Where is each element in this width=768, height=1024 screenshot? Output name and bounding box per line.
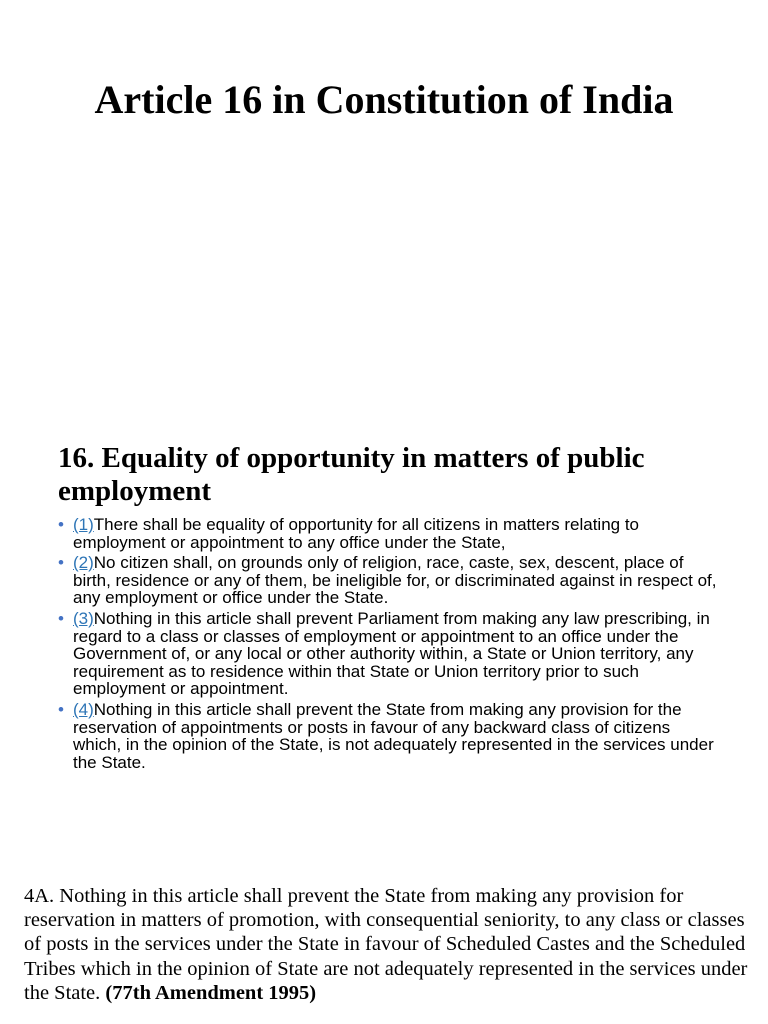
clause-link[interactable]: (4) xyxy=(73,699,94,719)
clause-item xyxy=(58,701,718,771)
clause-item xyxy=(58,516,718,551)
clause-link[interactable]: (3) xyxy=(73,608,94,628)
clause-4a-text: 4A. Nothing in this article shall prevent the State from making any provision for reservation in matters of promotion, with consequential seniority, to any class or classes of posts in the services under the State in favour of Scheduled Castes and the Scheduled Tribes which in the opinion of State are not adequately represented in the services under the State. xyxy=(24,885,748,1004)
amendment-note: (77th Amendment 1995) xyxy=(105,981,317,1004)
clause-text: Nothing in this article shall prevent the State from making any provision for the reservation of appointments or posts in favour of any backward class of citizens which, in the opinion of the State, is not adequately represented in the services under the State. xyxy=(73,699,714,772)
bullet-icon: • xyxy=(58,699,64,719)
page-title: Article 16 in Constitution of India xyxy=(94,77,674,122)
clause-list xyxy=(58,516,718,771)
clause-link[interactable]: (2) xyxy=(73,553,94,573)
clause-item xyxy=(58,610,718,698)
clause-text: No citizen shall, on grounds only of religion, race, caste, sex, descent, place of birth, residence or any of them, be ineligible for, or discriminated against in respect of, any employment or office under the State. xyxy=(73,553,717,608)
clause-item xyxy=(58,554,718,607)
clause-text: Nothing in this article shall prevent Parliament from making any law prescribing, in regard to a class or classes of employment or appointment to an office under the Government of, or any local or other authority within, a State or Union territory, any requirement as to residence within that State or Union territory prior to such employment or appointment. xyxy=(73,608,710,699)
section-heading: 16. Equality of opportunity in matters of public employment xyxy=(58,442,645,507)
clause-link[interactable]: (1) xyxy=(73,515,94,534)
article-section xyxy=(58,442,718,774)
bullet-icon: • xyxy=(58,553,64,573)
clause-4a-paragraph xyxy=(24,884,748,1005)
bullet-icon: • xyxy=(58,608,64,628)
bullet-icon: • xyxy=(58,515,64,534)
clause-text: There shall be equality of opportunity for all citizens in matters relating to employment or appointment to any office under the State, xyxy=(73,515,640,552)
